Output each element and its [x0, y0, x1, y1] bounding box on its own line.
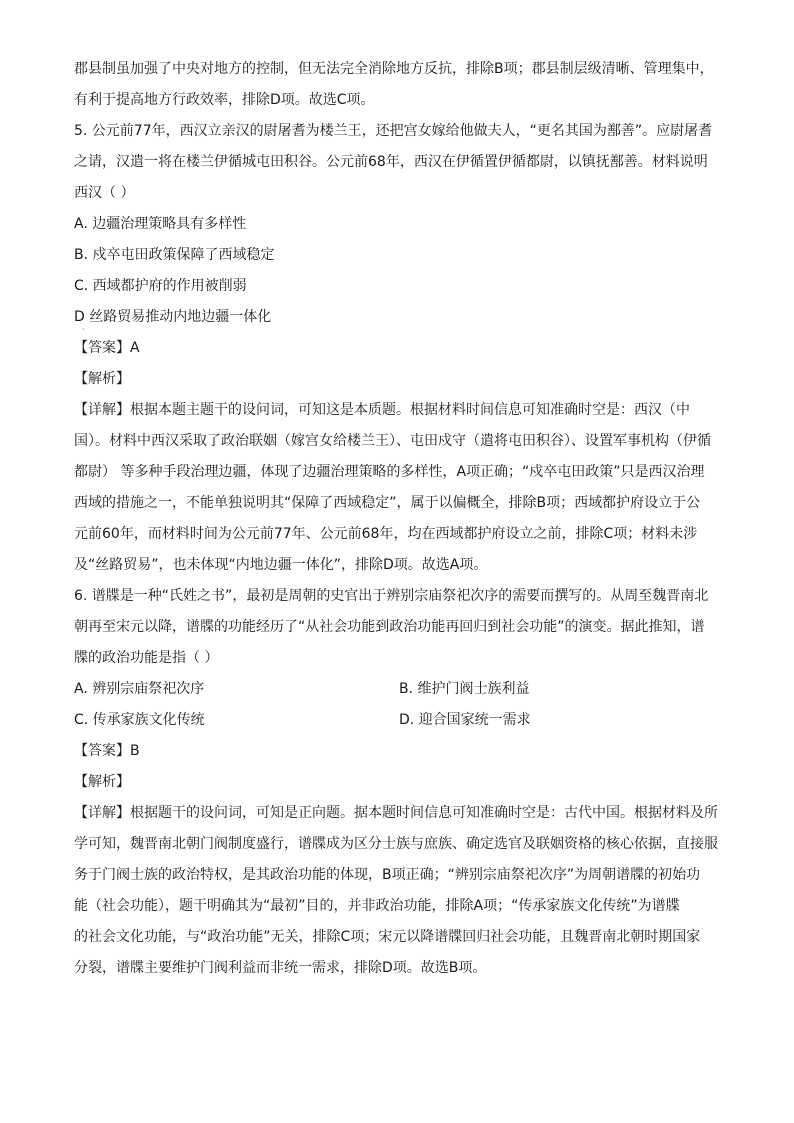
- option-a: A. 边疆治理策略具有多样性: [74, 216, 247, 232]
- text-line: 有利于提高地方行政效率，排除D项。故选C项。: [74, 92, 375, 108]
- question-stem-line: 西汉（ ）: [74, 185, 135, 201]
- option-d: D. 迎合国家统一需求: [399, 712, 531, 728]
- options-row-1: [74, 680, 724, 698]
- detail-line: 学可知，魏晋南北朝门阀制度盛行，谱牒成为区分士族与庶族、确定选官及联姻资格的核心依据，直接服: [74, 836, 718, 852]
- option-b: B. 戍卒屯田政策保障了西域稳定: [74, 247, 275, 263]
- question-6: [74, 587, 724, 977]
- detail-line: 分裂，谱牒主要维护门阀利益而非统一需求，排除D项。故选B项。: [74, 960, 487, 976]
- option-a: A. 辨别宗庙祭祀次序: [74, 681, 205, 697]
- question-stem-line: 之请，汉遣一将在楼兰伊循城屯田积谷。公元前68年，西汉在伊循置伊循都尉，以镇抚鄯善。材料说明: [74, 154, 708, 170]
- detail-line: 【详解】根据题干的设问词，可知是正向题。据本题时间信息可知准确时空是：古代中国。根据材料及所: [74, 805, 718, 821]
- detail-line: 国）。材料中西汉采取了政治联姻（嫁宫女给楼兰王）、屯田戍守（遣将屯田积谷）、设置军事机构（伊循: [74, 433, 711, 449]
- previous-explanation-tail: [74, 60, 724, 109]
- document-page: [74, 60, 724, 977]
- detail-line: 都尉） 等多种手段治理边疆，体现了边疆治理策略的多样性，A项正确；“戍卒屯田政策”只是西汉治理: [74, 464, 705, 480]
- detail-line: 能（社会功能），题干明确其为“最初”目的，并非政治功能，排除A项；“传承家族文化传统”为谱牒: [74, 898, 680, 914]
- option-c: C. 西域都护府的作用被削弱: [74, 278, 247, 294]
- stray-mark: ·: [82, 325, 85, 334]
- question-stem-line: 牒的政治功能是指（ ）: [74, 650, 219, 666]
- answer-line: 【答案】B: [74, 743, 140, 759]
- detail-line: 西域的措施之一，不能单独说明其“保障了西域稳定”，属于以偏概全，排除B项；西域都护府设立于公: [74, 495, 701, 511]
- analysis-label: 【解析】: [74, 371, 130, 387]
- question-stem-line: 6. 谱牒是一种“氏姓之书”，最初是周朝的史官出于辨别宗庙祭祀次序的需要而撰写的。从周至魏晋南北: [74, 588, 709, 604]
- option-b: B. 维护门阀士族利益: [399, 681, 530, 697]
- analysis-label: 【解析】: [74, 774, 130, 790]
- question-stem-line: 5. 公元前77年，西汉立亲汉的尉屠耆为楼兰王，还把宫女嫁给他做夫人，“更名其国为鄯善”。应尉屠耆: [74, 123, 713, 139]
- question-5: [74, 122, 724, 574]
- detail-line: 【详解】根据本题主题干的设问词，可知这是本质题。根据材料时间信息可知准确时空是：西汉（中: [74, 402, 690, 418]
- answer-line: 【答案】A: [74, 340, 140, 356]
- text-line: 郡县制虽加强了中央对地方的控制，但无法完全消除地方反抗，排除B项；郡县制层级清晰、管理集中，: [74, 61, 714, 77]
- detail-line: 务于门阀士族的政治特权，是其政治功能的体现，B项正确；“辨别宗庙祭祀次序”为周朝谱牒的初始功: [74, 867, 701, 883]
- options-row-2: [74, 711, 724, 729]
- detail-line: 的社会文化功能，与“政治功能”无关，排除C项；宋元以降谱牒回归社会功能，且魏晋南北朝时期国家: [74, 929, 701, 945]
- detail-line: 及“丝路贸易”，也未体现“内地边疆一体化”，排除D项。故选A项。: [74, 557, 488, 573]
- option-c: C. 传承家族文化传统: [74, 712, 205, 728]
- question-stem-line: 朝再至宋元以降，谱牒的功能经历了“从社会功能到政治功能再回归到社会功能”的演变。据此推知，谱: [74, 619, 705, 635]
- detail-line: 元前60年，而材料时间为公元前77年、公元前68年，均在西域都护府设立之前，排除C项；材料未涉: [74, 526, 698, 542]
- option-d: D 丝路贸易推动内地边疆一体化: [74, 309, 272, 325]
